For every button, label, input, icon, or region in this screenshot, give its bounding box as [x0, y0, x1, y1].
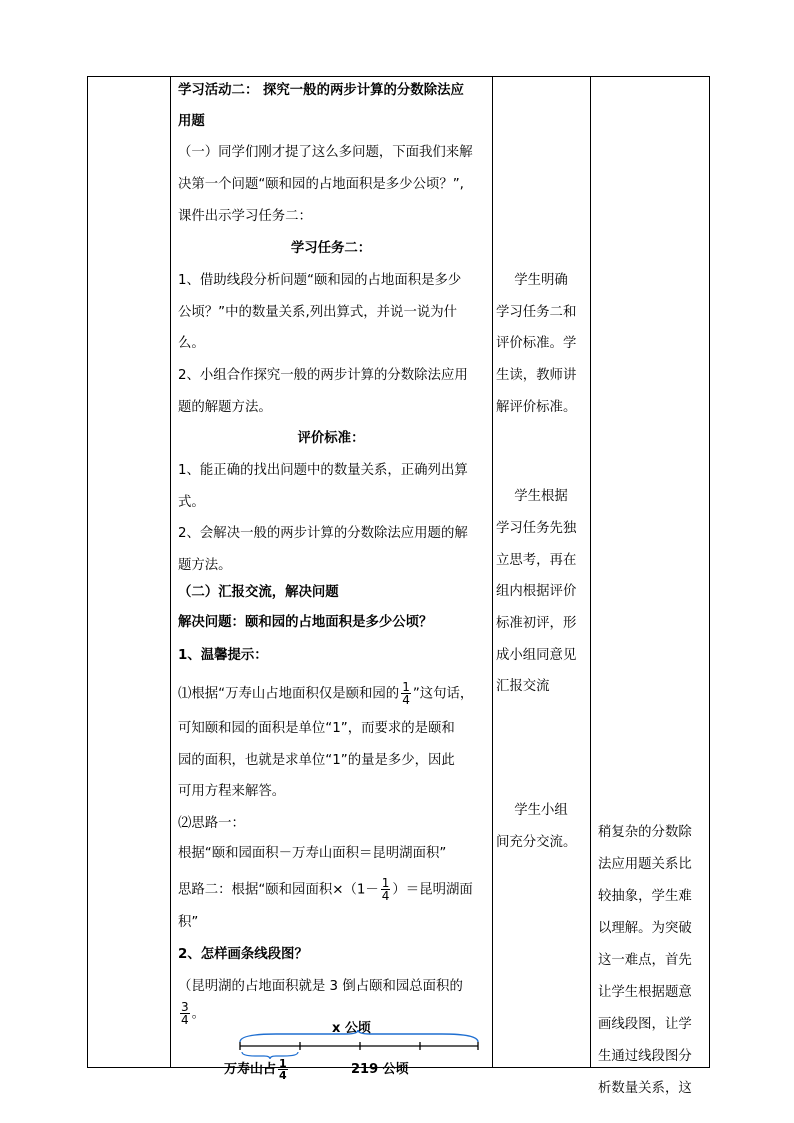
kunming-line: （昆明湖的占地面积就是 3 倒占颐和园总面积的 — [178, 979, 463, 994]
student-activity-column — [494, 77, 588, 1067]
segment-left-label: 万寿山占 $\frac{1}{4}$ — [224, 1057, 287, 1082]
student-text: 解评价标准。 — [496, 400, 577, 415]
paragraph-line: （一）同学们刚才提了这么多问题，下面我们来解 — [178, 145, 473, 160]
task-line: 公顷？”中的数量关系,列出算式，并说一说为什 — [178, 305, 458, 320]
student-text: 间充分交流。 — [496, 835, 577, 850]
student-text: 学生小组 — [514, 803, 568, 818]
intent-text: 这一难点，首先 — [598, 953, 692, 968]
student-text: 标准初评，形 — [496, 616, 577, 631]
fraction-one-quarter: $\frac{1}{4}$ — [279, 1057, 287, 1082]
solve-heading: 解决问题：颐和园的占地面积是多少公顷？ — [178, 615, 433, 630]
activity-title-cont: 用题 — [178, 114, 205, 129]
paragraph-line: 决第一个问题“颐和园的占地面积是多少公顷？”, — [178, 177, 464, 192]
fraction-one-quarter: $\frac{1}{4}$ — [381, 876, 390, 903]
design-intent-column — [594, 77, 706, 1096]
tip-line: 园的面积，也就是求单位“1”的量是多少，因此 — [178, 753, 455, 768]
draw-heading: 2、怎样画条线段图？ — [178, 947, 308, 962]
segment-top-label: x 公顷 — [332, 1021, 371, 1036]
intent-text: 析数量关系，这 — [598, 1081, 692, 1096]
eval-line: 2、会解决一般的两步计算的分数除法应用题的解 — [178, 526, 468, 541]
segment-right-label: 219 公顷 — [351, 1062, 409, 1077]
fraction-three-quarters: $\frac{3}{4}$ — [181, 1000, 189, 1027]
eval-line: 题方法。 — [178, 558, 232, 573]
student-text: 学习任务二和 — [496, 305, 577, 320]
idea-text: 思路二：根据“颐和园面积×（1－ — [178, 882, 379, 898]
idea-line-with-fraction — [178, 877, 473, 902]
tip-line: 可用方程来解答。 — [178, 784, 286, 799]
task-heading: 学习任务二： — [290, 241, 372, 256]
idea-line: 积” — [178, 915, 199, 930]
total-brace — [240, 1030, 478, 1042]
tip-line: 可知颐和园的面积是单位“1”，而要求的是颐和 — [178, 721, 455, 736]
column-divider — [170, 77, 171, 1067]
student-text: 立思考，再在 — [496, 553, 577, 568]
student-text: 学生根据 — [514, 489, 568, 504]
column-divider — [590, 77, 591, 1067]
intent-text: 生通过线段图分 — [598, 1049, 692, 1064]
fraction-one-quarter: $\frac{1}{4}$ — [402, 680, 410, 707]
eval-line: 式。 — [178, 495, 205, 510]
idea-label: ⑵思路一： — [178, 816, 245, 831]
student-text: 汇报交流 — [496, 679, 550, 694]
idea-text: ）＝昆明湖面 — [392, 882, 473, 898]
task-line: 题的解题方法。 — [178, 400, 272, 415]
segment-bar — [236, 1030, 482, 1060]
intent-text: 较抽象，学生难 — [598, 889, 692, 904]
activity-title: 学习活动二： 探究一般的两步计算的分数除法应 — [178, 83, 464, 98]
task-line: 1、借助线段分析问题“颐和园的占地面积是多少 — [178, 273, 462, 288]
task-line: 2、小组合作探究一般的两步计算的分数除法应用 — [178, 368, 468, 383]
student-text: 学生明确 — [514, 273, 568, 288]
paragraph-line: 课件出示学习任务二： — [178, 209, 312, 224]
intent-text: 稍复杂的分数除 — [598, 825, 692, 840]
student-text: 组内根据评价 — [496, 584, 577, 599]
student-text: 生读，教师讲 — [496, 368, 577, 383]
student-text: 评价标准。学 — [496, 336, 577, 351]
idea-line: 根据“颐和园面积－万寿山面积＝昆明湖面积” — [178, 846, 447, 861]
intent-text: 法应用题关系比 — [598, 857, 692, 872]
student-text: 成小组同意见 — [496, 648, 577, 663]
eval-line: 1、能正确的找出问题中的数量关系，正确列出算 — [178, 463, 468, 478]
column-divider — [492, 77, 493, 1067]
intent-text: 让学生根据题意 — [598, 985, 692, 1000]
tip-text: ”这句话， — [412, 686, 474, 702]
intent-text: 画线段图，让学 — [598, 1017, 692, 1032]
teaching-content-column — [172, 77, 490, 1067]
kunming-fraction-line: $\frac{3}{4}$ 。 — [181, 1000, 206, 1027]
eval-heading: 评价标准： — [297, 431, 365, 446]
student-text: 学习任务先独 — [496, 521, 577, 536]
tip-line-with-fraction — [178, 681, 473, 706]
intent-text: 以理解。为突破 — [598, 921, 692, 936]
tip-text: ⑴根据“万寿山占地面积仅是颐和园的 — [178, 686, 400, 702]
report-heading: （二）汇报交流，解决问题 — [178, 585, 339, 600]
task-line: 么。 — [178, 336, 205, 351]
tip-heading: 1、温馨提示： — [178, 648, 268, 663]
